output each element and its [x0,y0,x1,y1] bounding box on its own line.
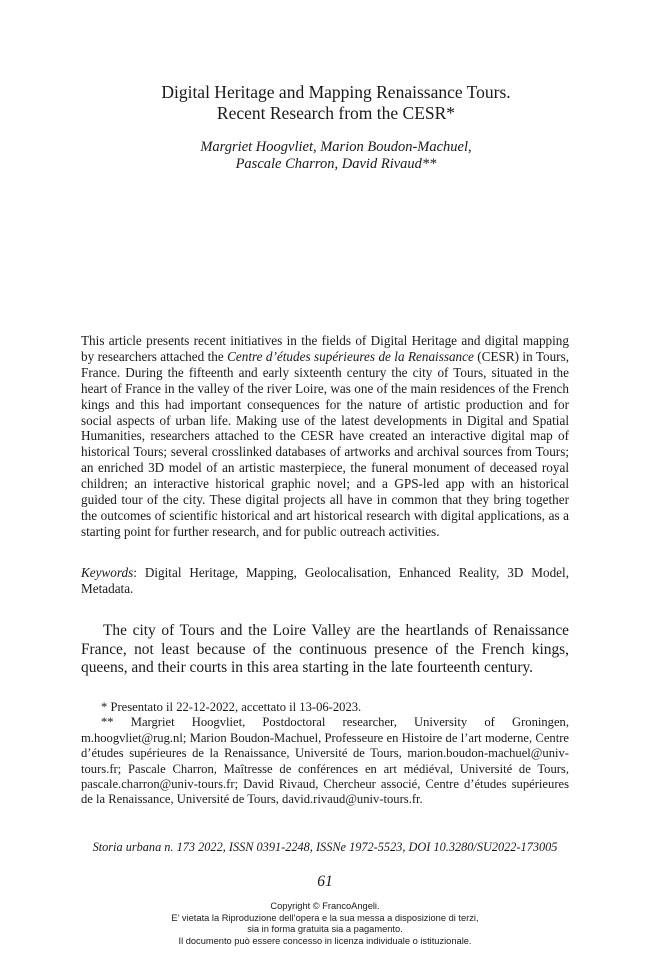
copyright-line-4: Il documento può essere concesso in licenza individuale o istituzionale. [178,935,472,946]
copyright-line-2: E’ vietata la Riproduzione dell’opera e la sua messa a disposizione di terzi, [171,912,479,923]
abstract [81,333,569,540]
page-number: 61 [317,873,333,890]
copyright-line-1: Copyright © FrancoAngeli. [270,901,380,911]
authors-line-1: Margriet Hoogvliet, Marion Boudon-Machuel, [200,139,472,155]
article-title [81,82,591,124]
abstract-centre-name: Centre d’études supérieures de la Renaissance [227,348,474,364]
copyright-line-3: sia in forma gratuita sia a pagamento. [247,924,403,935]
footnote-dates: * Presentato il 22-12-2022, accettato il 13-06-2023. [101,700,362,714]
author-list [81,139,591,173]
journal-citation: Storia urbana n. 173 2022, ISSN 0391-2248, ISSNe 1972-5523, DOI 10.3280/SU2022-173005 [92,840,558,854]
keywords-paragraph [81,565,569,597]
abstract-text-rest: (CESR) in Tours, France. During the fifteenth and early sixteenth century the city of Tours, situated in the heart of France in the valley of the river Loire, was one of the main residences of the French kings and this had important consequences for the nature of artistic production and for social aspects of urban life. Making use of the latest developments in Digital and Spatial Humanities, researchers attached to the CESR have created an interactive digital map of historical Tours; several crosslinked databases of artworks and archival sources from Tours; an enriched 3D model of an artistic masterpiece, the funeral monument of deceased royal children; an interactive historical graphic novel; and a GPS-led app with an historical guided tour of the city. These digital projects all have in common that they bring together the outcomes of scientific historical and art historical research with digital applications, as a starting point for further research, and for public outreach activities. [81,348,569,539]
keywords-text: : Digital Heritage, Mapping, Geolocalisation, Enhanced Reality, 3D Model, Metadata. [81,565,569,596]
keywords-label: Keywords [81,565,134,580]
footnotes [81,700,569,808]
intro-paragraph [81,622,569,678]
keywords [81,565,569,597]
footnote-affiliations: ** Margriet Hoogvliet, Postdoctoral researcher, University of Groningen, m.hoogvliet@rug.nl; Marion Boudon-Machuel, Professeure en Histoire de l’art moderne, Centre d’études supérieures de la Renaissance, Université de Tours, marion.boudon-machuel@univ-tours.fr; Pascale Charron, Maîtresse de conférences en art médiéval, Université de Tours, pascale.charron@univ-tours.fr; David Rivaud, Chercheur associé, Centre d’études supérieures de la Renaissance, Université de Tours, david.rivaud@univ-tours.fr. [81,715,569,807]
title-line-1: Digital Heritage and Mapping Renaissance Tours. [161,82,511,102]
copyright-notice [81,901,569,947]
authors-line-2: Pascale Charron, David Rivaud** [235,156,437,172]
intro-text: The city of Tours and the Loire Valley are the heartlands of Renaissance France, not least because of the continuous presence of the French kings, queens, and their courts in this area starting in the late fourteenth century. [81,622,569,676]
abstract-paragraph [81,333,569,540]
abstract-text-start: This article presents recent initiatives in the fields of Digital Heritage and digital mapping by researchers attached the [81,333,569,364]
title-line-2: Recent Research from the CESR* [216,103,456,123]
